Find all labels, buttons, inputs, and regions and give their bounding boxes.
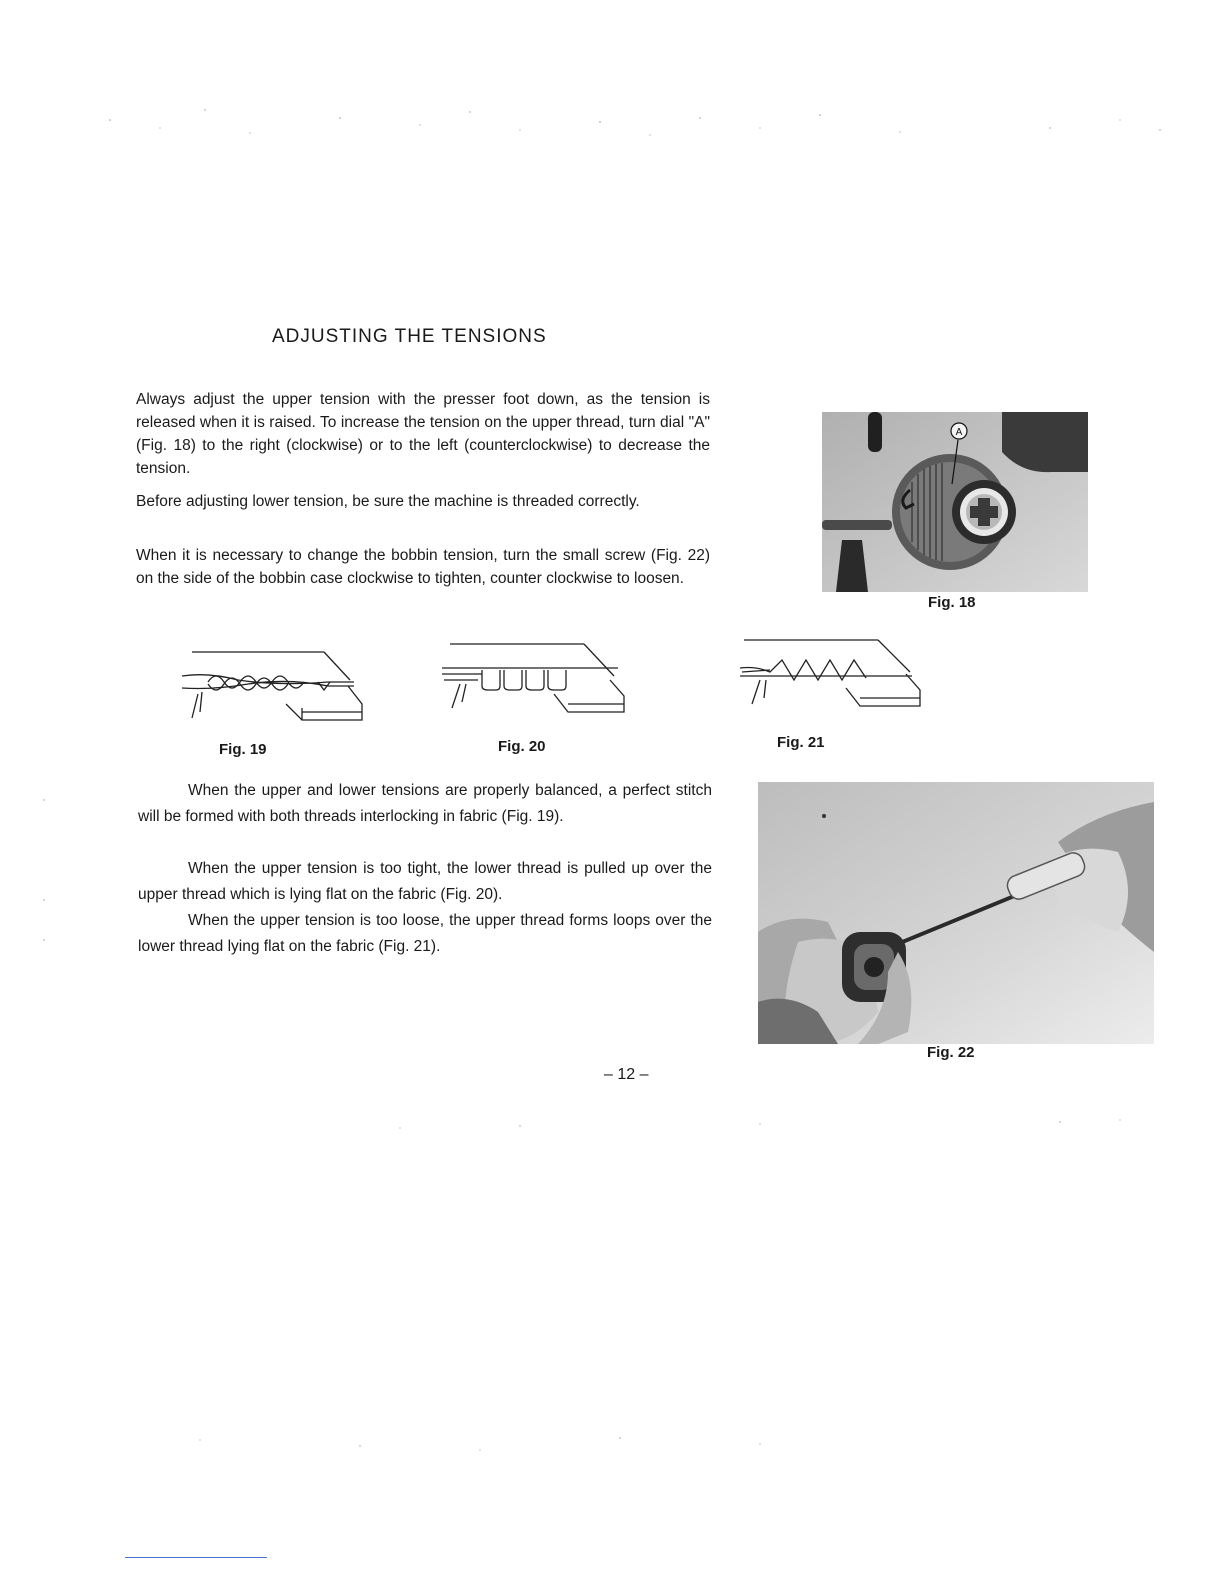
paragraph-lower-tension: Before adjusting lower tension, be sure the machine is threaded correctly. xyxy=(136,493,640,510)
fig20-caption: Fig. 20 xyxy=(498,738,546,755)
fig22-caption: Fig. 22 xyxy=(927,1044,975,1061)
fig21-loose-tension-diagram xyxy=(736,634,924,714)
paragraph-bobbin-tension: When it is necessary to change the bobbin tension, turn the small screw (Fig. 22) on the side of the bobbin case clockwise to tighten, counter clockwise to loosen. xyxy=(136,547,710,587)
paragraph-too-loose: When the upper tension is too loose, the upper thread forms loops over the lower thread lying flat on the fabric (Fig. 21). xyxy=(138,912,712,955)
fig21-caption: Fig. 21 xyxy=(777,734,825,751)
paragraph-upper-tension: Always adjust the upper tension with the presser foot down, as the tension is released when it is raised. To increase the tension on the upper thread, turn dial "A" (Fig. 18) to the right (clockwise) or to the left (counterclockwise) to decrease the tension. xyxy=(136,391,710,477)
footer-rule xyxy=(125,1557,267,1558)
fig20-tight-tension-diagram xyxy=(438,640,628,720)
fig19-caption: Fig. 19 xyxy=(219,741,267,758)
page-number: – 12 – xyxy=(604,1066,649,1083)
fig18-caption: Fig. 18 xyxy=(928,594,976,611)
paragraph-too-tight: When the upper tension is too tight, the lower thread is pulled up over the upper thread which is lying flat on the fabric (Fig. 20). xyxy=(138,860,712,903)
fig19-balanced-stitch-diagram xyxy=(178,646,364,728)
paragraph-balanced: When the upper and lower tensions are properly balanced, a perfect stitch will be formed with both threads interlocking in fabric (Fig. 19). xyxy=(138,782,712,825)
fig18-tension-dial-photo xyxy=(822,412,1088,592)
fig22-bobbin-screw-photo xyxy=(758,782,1154,1044)
page-title: ADJUSTING THE TENSIONS xyxy=(272,326,547,347)
fig18-dial-marker: A xyxy=(955,427,963,438)
